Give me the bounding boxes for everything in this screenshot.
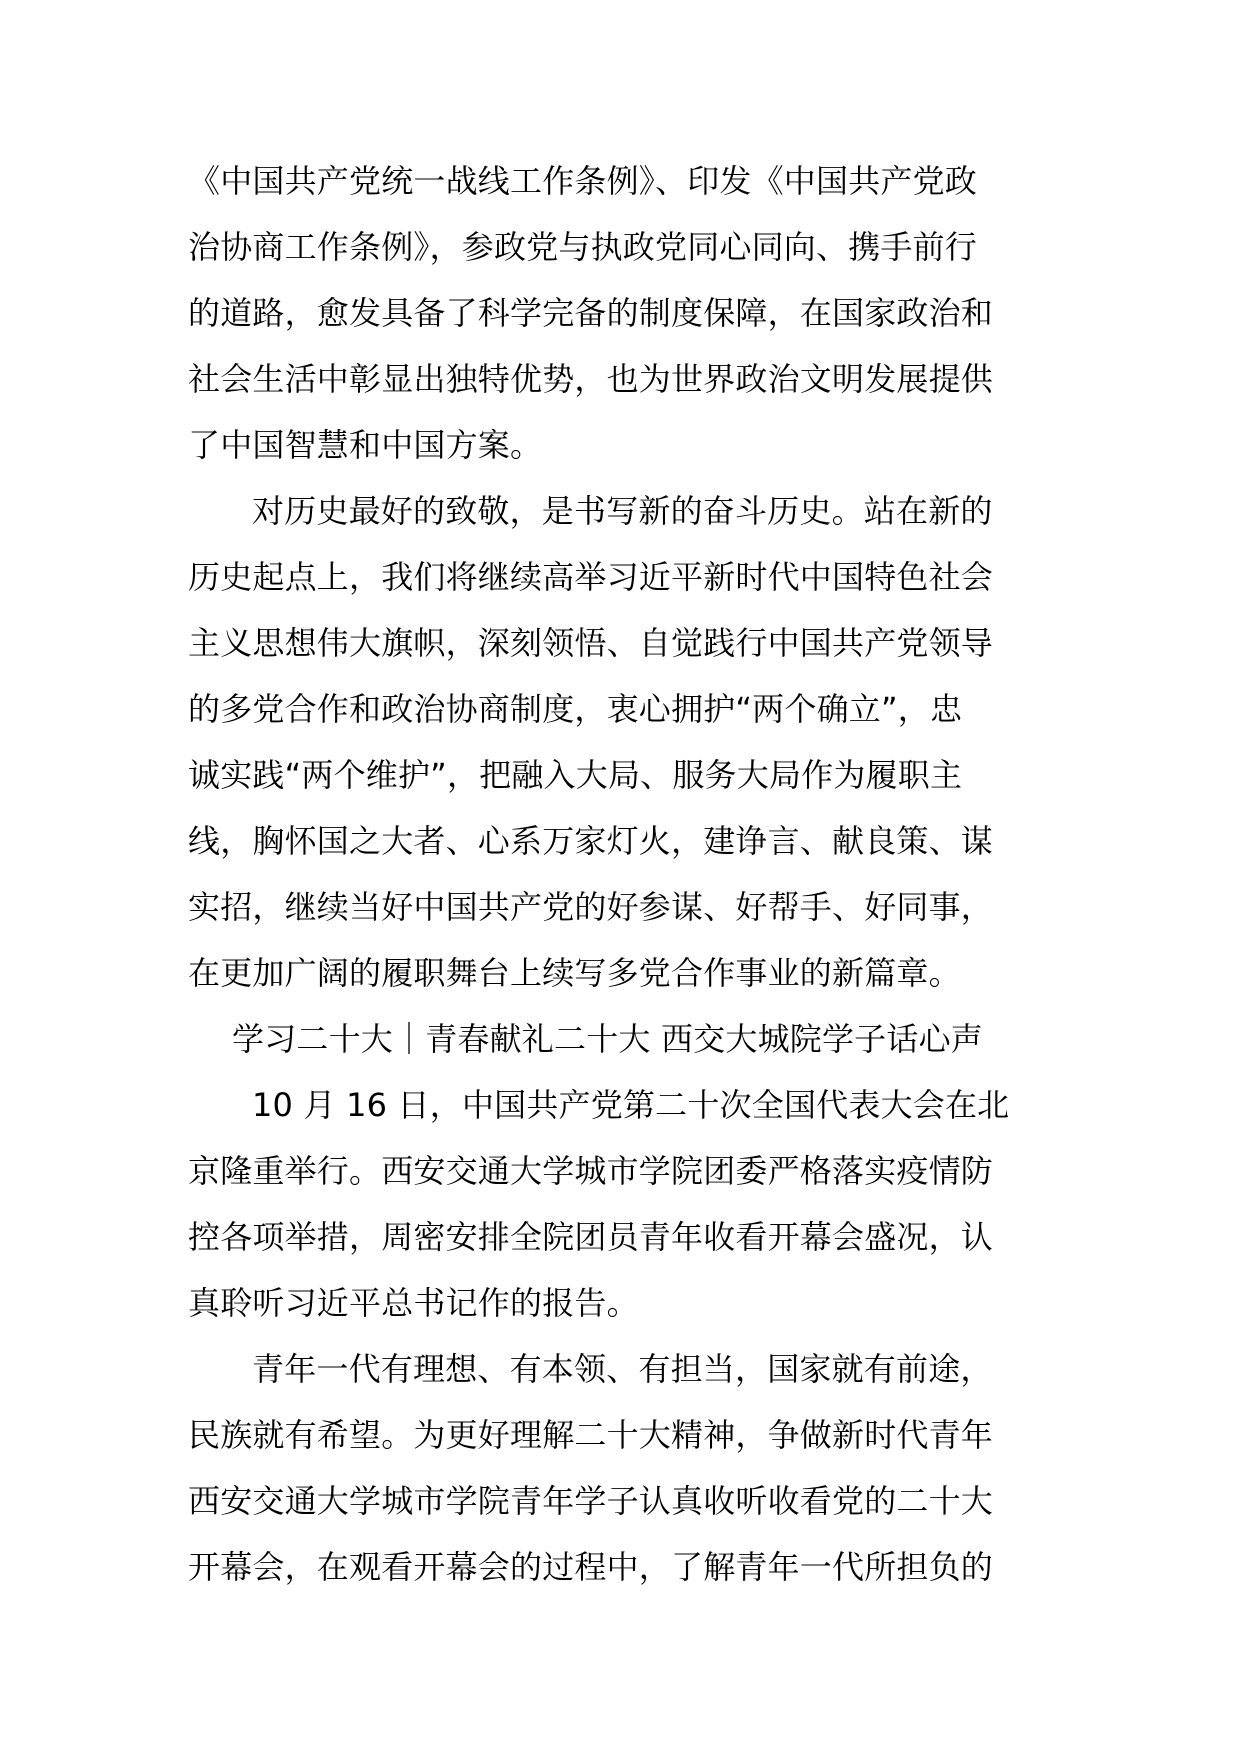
paragraph-tribute [188, 478, 1058, 1006]
text-line: 历史起点上，我们将继续高举习近平新时代中国特色社会 [188, 558, 994, 596]
text-line: 西安交通大学城市学院青年学子认真收听收看党的二十大 [188, 1482, 994, 1520]
text-line: 了中国智慧和中国方案。 [188, 426, 543, 464]
text-line: 青年一代有理想、有本领、有担当，国家就有前途， [252, 1350, 993, 1388]
text-line: 《中国共产党统一战线工作条例》、印发《中国共产党政 [188, 162, 978, 200]
text-line: 实招，继续当好中国共产党的好参谋、好帮手、好同事， [188, 888, 994, 926]
text-line: 京隆重举行。西安交通大学城市学院团委严格落实疫情防 [188, 1152, 994, 1190]
paragraph-continuation [188, 148, 1058, 478]
text-line: 的多党合作和政治协商制度，衷心拥护“两个确立”，忠 [188, 690, 963, 728]
text-line: 10 月 16 日，中国共产党第二十次全国代表大会在北 [252, 1086, 1010, 1124]
text-line: 诚实践“两个维护”，把融入大局、服务大局作为履职主 [188, 756, 963, 794]
text-line: 线，胸怀国之大者、心系万家灯火，建诤言、献良策、谋 [188, 822, 994, 860]
text-line: 的道路，愈发具备了科学完备的制度保障，在国家政治和 [188, 294, 994, 332]
document-body [188, 148, 1058, 1600]
text-line: 主义思想伟大旗帜，深刻领悟、自觉践行中国共产党领导 [188, 624, 994, 662]
text-line: 社会生活中彰显出独特优势，也为世界政治文明发展提供 [188, 360, 994, 398]
article-heading: 学习二十大｜青春献礼二十大 西交大城院学子话心声 [232, 1020, 983, 1058]
text-line: 真聆听习近平总书记作的报告。 [188, 1284, 639, 1322]
text-line: 对历史最好的致敬，是书写新的奋斗历史。站在新的 [252, 492, 993, 530]
text-line: 开幕会，在观看开幕会的过程中，了解青年一代所担负的 [188, 1548, 994, 1586]
text-line: 治协商工作条例》，参政党与执政党同心同向、携手前行 [188, 228, 978, 266]
paragraph-youth [188, 1336, 1058, 1600]
paragraph-congress-opening [188, 1072, 1058, 1336]
text-line: 民族就有希望。为更好理解二十大精神，争做新时代青年 [188, 1416, 994, 1454]
text-line: 控各项举措，周密安排全院团员青年收看开幕会盛况，认 [188, 1218, 994, 1256]
text-line: 在更加广阔的履职舞台上续写多党合作事业的新篇章。 [188, 954, 961, 992]
